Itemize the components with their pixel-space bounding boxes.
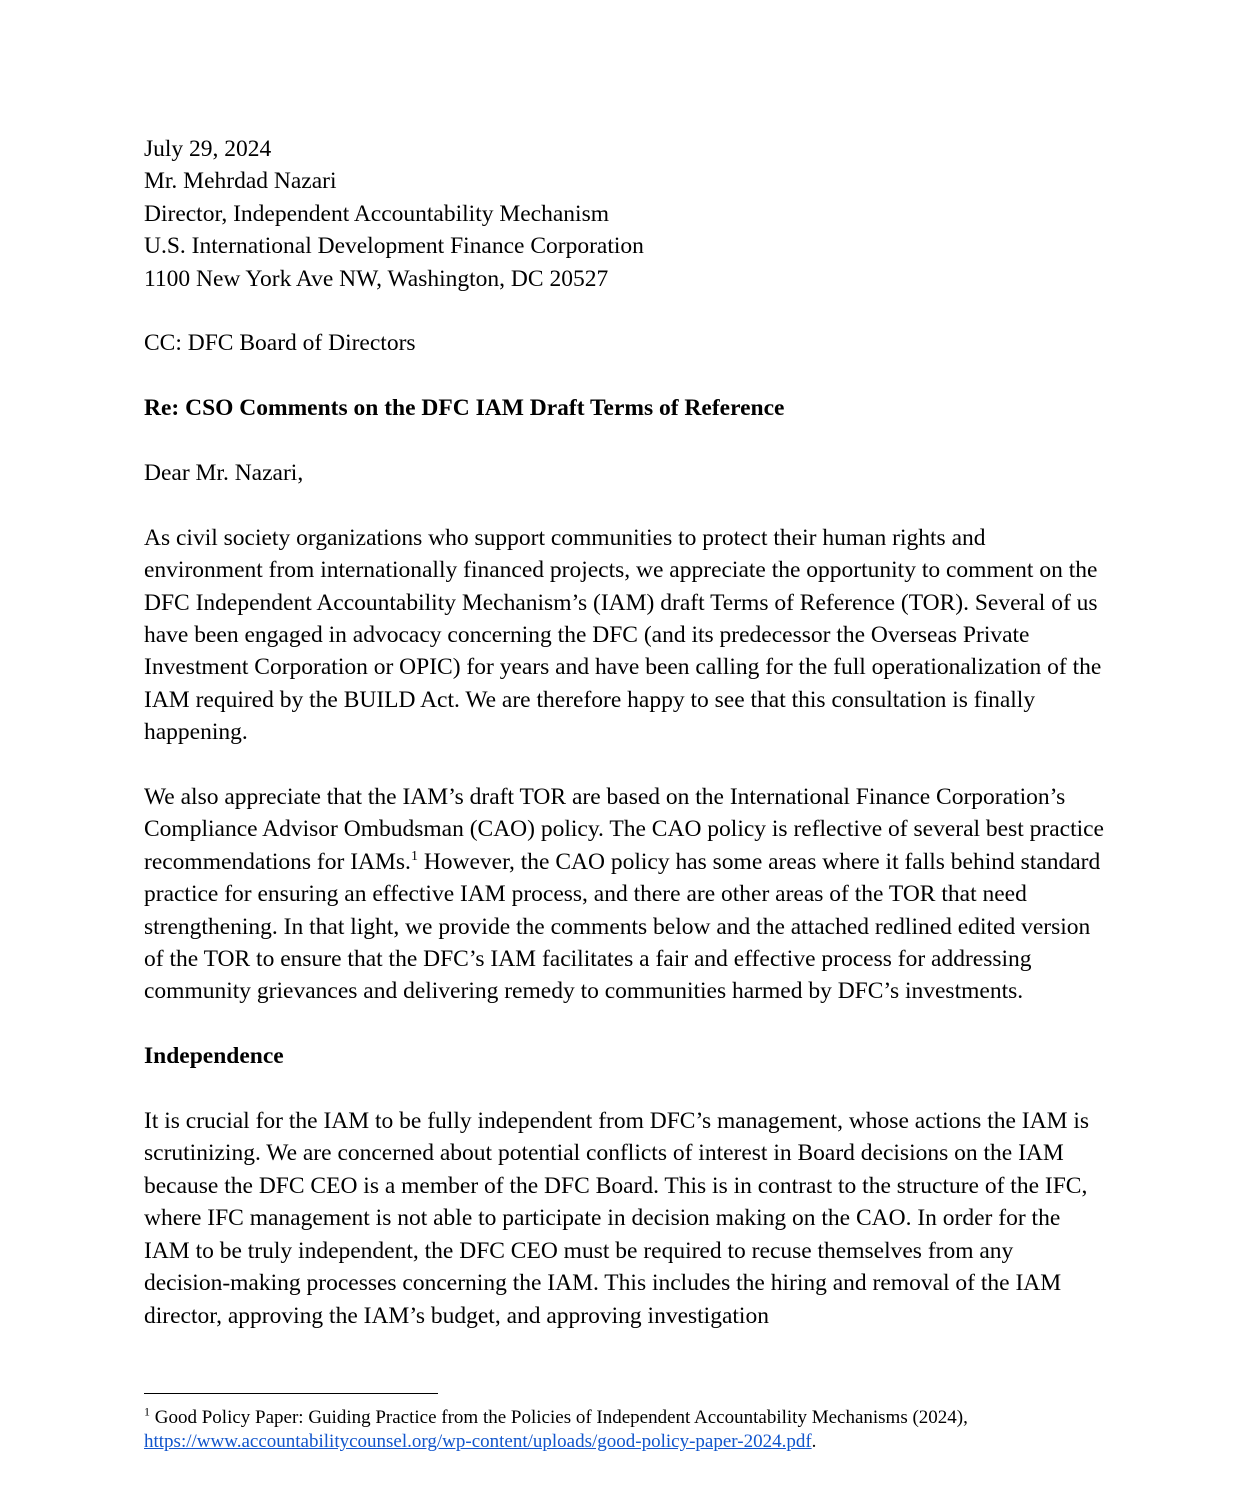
paragraph-independence: It is crucial for the IAM to be fully independent from DFC’s management, whose actions the IAM is scrutinizing. We are concerned about potential conflicts of interest in Board decisions on the IAM because the DFC CEO is a member of the DFC Board. This is in contrast to the structure of the IFC, where IFC management is not able to participate in decision making on the CAO. In order for the IAM to be truly independent, the DFC CEO must be required to recuse themselves from any decision-making processes concerning the IAM. This includes the hiring and removal of the IAM director, approving the IAM’s budget, and approving investigation bbox=[144, 1108, 1090, 1329]
recipient-organization: U.S. International Development Finance Corporation bbox=[144, 233, 644, 260]
footnote-divider bbox=[144, 1393, 438, 1394]
recipient-title: Director, Independent Accountability Mechanism bbox=[144, 200, 609, 227]
section-heading-independence: Independence bbox=[144, 1043, 284, 1070]
footnote-link[interactable]: https://www.accountabilitycounsel.org/wp-content/uploads/good-policy-paper-2024.pdf bbox=[144, 1431, 812, 1452]
letter-date: July 29, 2024 bbox=[144, 136, 272, 162]
letter-body bbox=[144, 133, 1104, 1332]
footnote-text: Good Policy Paper: Guiding Practice from the Policies of Independent Accountability Mechanisms (2024), bbox=[150, 1407, 968, 1428]
paragraph-cao-text-end: However, the CAO policy has some areas where it falls behind standard practice for ensuring an effective IAM process, and there are other areas of the TOR that need strengthening. In that light, we provide the comments below and the attached redlined edited version of the TOR to ensure that the DFC’s IAM facilitates a fair and effective process for addressing community grievances and delivering remedy to communities harmed by DFC’s investments. bbox=[144, 848, 1101, 1005]
footnote-trailing: . bbox=[811, 1431, 817, 1452]
footnote-number: 1 bbox=[144, 1404, 150, 1419]
paragraph-cao-policy bbox=[144, 781, 1104, 1008]
paragraph-introduction: As civil society organizations who support communities to protect their human rights and environment from internationally financed projects, we appreciate the opportunity to comment on the DFC Independent Accountability Mechanism’s (IAM) draft Terms of Reference (TOR). Several of us have been engaged in advocacy concerning the DFC (and its predecessor the Overseas Private Investment Corporation or OPIC) for years and have been calling for the full operationalization of the IAM required by the BUILD Act. We are therefore happy to see that this consultation is finally happening. bbox=[144, 524, 1102, 746]
footnote-reference[interactable]: 1 bbox=[410, 849, 418, 865]
cc-line: CC: DFC Board of Directors bbox=[144, 330, 416, 357]
salutation: Dear Mr. Nazari, bbox=[144, 460, 304, 487]
footnote bbox=[144, 1406, 1104, 1454]
paragraph-cao-text-start: We also appreciate that the IAM’s draft TOR are based on the International Finance Corporation’s Compliance Advisor Ombudsman (CAO) policy. The CAO policy is reflective of several best practice recommendations for IAMs. bbox=[144, 784, 1104, 875]
recipient-name: Mr. Mehrdad Nazari bbox=[144, 168, 337, 195]
subject-line: Re: CSO Comments on the DFC IAM Draft Terms of Reference bbox=[144, 395, 785, 422]
recipient-address: 1100 New York Ave NW, Washington, DC 20527 bbox=[144, 265, 609, 292]
